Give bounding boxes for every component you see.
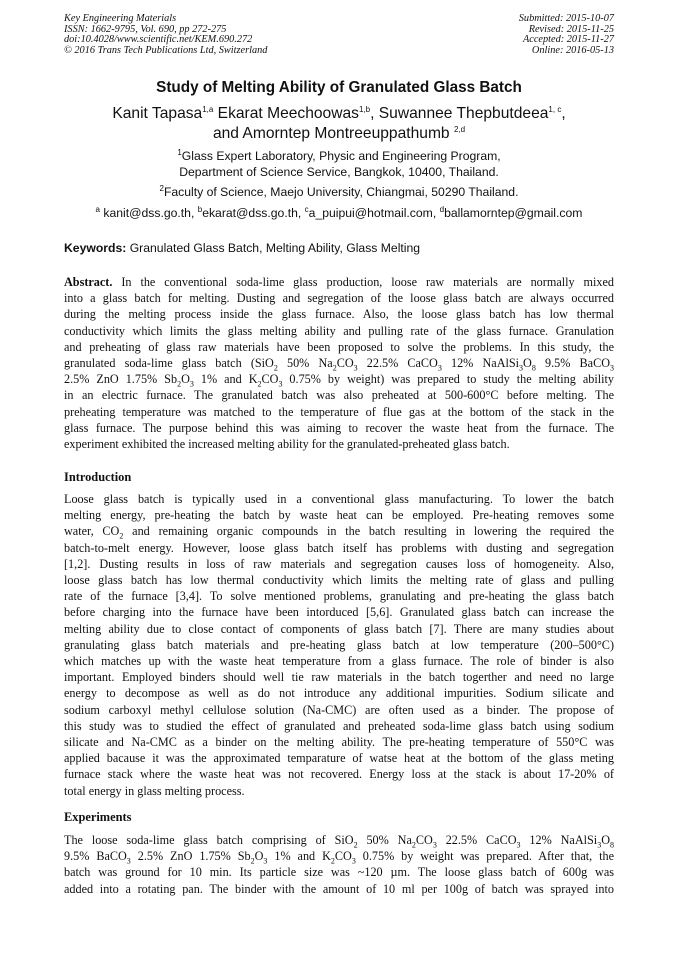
abstract-line: granulated soda-lime glass batch (SiO$_2$ 50% $Na_2CO_3$ 22.5% CaCO$_3$ 12% $NaAlSi_3O_8$ 9.5% BaCO$_3$ xyxy=(64,356,614,373)
experiments-body xyxy=(64,832,614,897)
author-name: Ekarat Meechoowas xyxy=(213,105,359,122)
abstract-line: during the melting process inside the glass furnace. Also, the loose glass batch has low thermal xyxy=(64,307,614,322)
affiliation-mark: 2 xyxy=(159,183,164,193)
paragraph-line: added into a rotating pan. The binder with the amount of 10 ml per 100g of batch was sprayed into xyxy=(64,881,614,896)
abstract-label: Abstract. xyxy=(64,275,113,289)
paragraph-line: total energy in glass melting process. xyxy=(64,783,245,798)
paragraph-line: melting ability due to close contact of components of glass batch [7]. There are many studies about xyxy=(64,621,614,636)
keywords xyxy=(64,241,420,255)
abstract-line: 2.5% ZnO 1.75% $Sb_2O_3$ 1% and $K_2CO_3$ 0.75% by weight) was prepared to study the melting ability xyxy=(64,372,614,389)
author-affiliation-mark: 1,a xyxy=(202,104,214,114)
date-accepted: Accepted: 2015-11-27 xyxy=(522,34,614,46)
keywords-text: Granulated Glass Batch, Melting Ability, Glass Melting xyxy=(126,241,421,255)
date-submitted: Submitted: 2015-10-07 xyxy=(518,13,614,24)
author-line-1: Kanit Tapasa$^{1,a}$ Ekarat Meechoowas$^{1,b}$, Suwannee Thepbutdeea$^{1, c}$, xyxy=(112,104,566,122)
journal-issn: ISSN: 1662-9795, Vol. 690, pp 272-275 xyxy=(64,23,227,35)
author-list xyxy=(0,104,678,143)
keywords-label: Keywords: xyxy=(64,241,127,255)
submission-dates xyxy=(519,14,614,56)
paragraph-line: applied bacause it was the approximated temparature of watse heat at the bottom of the glass meting xyxy=(64,751,614,766)
affiliation-text: Department of Science Service, Bangkok, 10400, Thailand. xyxy=(179,165,499,179)
paragraph-line: [1,2]. Dusting results in loss of raw materials and segregation causes loss of homogeneity. Also, xyxy=(64,556,614,571)
email-link[interactable]: a_puipui@hotmail.com, xyxy=(308,206,440,220)
introduction-body xyxy=(64,491,614,799)
email-link[interactable]: ballamorntep@gmail.com xyxy=(444,206,583,220)
paragraph-line: energy to decompose as well as do not introduce any additional impurities. Sodium silicate and xyxy=(64,686,614,701)
abstract-line: glass furnace. The purpose behind this was aiming to recover the waste heat from the furnace. The xyxy=(64,420,614,435)
paragraph-line: silicate and Na-CMC as a binder on the melting ability. The pre-heating temperature of 550°C was xyxy=(64,735,614,750)
abstract-line: and preheating of glass raw materials have been proposed to solve the problems. In this study, the xyxy=(64,339,614,354)
affiliation-2 xyxy=(0,184,678,200)
paragraph-line: important. Employed binders should well tie raw materials in the batch togerther and need no large xyxy=(64,670,614,685)
section-heading-experiments: Experiments xyxy=(64,810,132,824)
author-name: Kanit Tapasa xyxy=(112,105,203,122)
affiliation-text: Faculty of Science, Maejo University, Chiangmai, 50290 Thailand. xyxy=(163,185,519,199)
affiliation-text: Glass Expert Laboratory, Physic and Engineering Program, xyxy=(181,149,501,163)
abstract-line: into a glass batch for melting. Dusting and segregation of the loose glass batch are always occurred xyxy=(64,291,614,306)
paragraph-line: furnace stack where the waste heat was not recovered. Energy loss at the stack is about 17-20% of xyxy=(64,767,614,782)
paragraph-line: batch-to-melt energy. However, loose glass batch itself has problems with dusting and segregation xyxy=(64,540,614,555)
email-list: $^a$ kanit@dss.go.th, $^b$ekarat@dss.go.th, $^c$a_puipui@hotmail.com, $^d$ballamorntep@gmail.com xyxy=(95,204,583,220)
journal-copyright: © 2016 Trans Tech Publications Ltd, Switzerland xyxy=(64,44,268,56)
section-heading-introduction: Introduction xyxy=(64,470,132,484)
author-name: , Suwannee Thepbutdeea xyxy=(370,105,549,122)
abstract-line: conductivity which limits the glass melting ability and pulling rate of the glass furnace. Granulation xyxy=(64,323,614,338)
affiliation-1 xyxy=(0,148,678,180)
email-link[interactable]: ekarat@dss.go.th, xyxy=(202,206,305,220)
abstract-line: in an electric furnace. The granulated batch was also preheated at 500-600°C before melting. The xyxy=(64,388,614,403)
journal-doi[interactable]: doi:10.4028/www.scientific.net/KEM.690.272 xyxy=(64,34,253,46)
paragraph-line: granulating glass batch materials and pre-heating glass batch at low temperature (200–500°C) xyxy=(64,637,614,652)
paragraph-line: loose glass batch has low thermal conductivity which limits the melting rate of glass and pulling xyxy=(64,573,614,588)
paper-title: Study of Melting Ability of Granulated Glass Batch xyxy=(156,79,522,96)
abstract: Abstract. In the conventional soda-lime glass production, loose raw materials are normally mixed into a glass batch for melting. Dusting and segregation of the loose glass batch are always occurred during the melting process inside the glass furnace. Also, the loose glass batch has low thermal conductivity which limits the glass melting ability and pulling rate of the glass furnace. Granulation and preheating of glass raw materials have been proposed to solve the problems. In this study, the granulated soda-lime glass batch (SiO$_2$ 50% $Na_2CO_3$ 22.5% CaCO$_3$ 12% $NaAlSi_3O_8$ 9.5% BaCO$_3$ 2.5% ZnO 1.75% $Sb_2O_3$ 1% and $K_2CO_3$ 0.75% by weight) was prepared to study the melting ability in an electric furnace. The granulated batch was also preheated at 500-600°C before melting. The preheating temperature was matched to the temperature of flue gas at the bottom of the stack in the glass furnace. The purpose behind this was aiming to recover the waste heat from the furnace. The experiment exhibited the increased melting ability for the granulated-preheated glass batch. xyxy=(64,275,614,452)
paragraph-line: 9.5% BaCO$_3$ 2.5% ZnO 1.75% $Sb_2O_3$ 1% and $K_2CO_3$ 0.75% by weight was prepared. After that, the xyxy=(64,849,614,866)
author-line-2 xyxy=(0,124,678,144)
paragraph-line: melting energy, pre-heating the batch by waste heat can be employed. Pre-heating removes some xyxy=(64,508,614,523)
journal-name: Key Engineering Materials xyxy=(64,13,177,24)
paragraph-line: which matches up with the waste heat temperature from a glass furnace. The role of binder is also xyxy=(64,654,614,669)
paragraph-line: Loose glass batch is typically used in a conventional glass manufacturing. To lower the batch xyxy=(64,492,614,506)
paragraph-line: batch was ground for 10 min. Its particle size was ~120 µm. The loose glass batch of 600g was xyxy=(64,865,614,880)
affiliation-mark: 1 xyxy=(177,147,182,157)
author-affiliation-mark: 2,d xyxy=(453,124,466,134)
paragraph-line: before charging into the furnace have been intorduced [5,6]. Granulated glass batch can increase the xyxy=(64,605,614,620)
email-link[interactable]: kanit@dss.go.th, xyxy=(100,206,198,220)
journal-info xyxy=(64,14,267,56)
paragraph-line: this study was to studied the effect of granulated and preheated soda-lime glass batch using sodium xyxy=(64,718,614,733)
date-revised: Revised: 2015-11-25 xyxy=(528,23,614,35)
author-name: and Amorntep Montreeuppathumb xyxy=(212,124,454,142)
paragraph-line: rate of the furnace [3,4]. To solve mentioned problems, granulating and pre-heating the glass batch xyxy=(64,589,614,604)
date-online: Online: 2016-05-13 xyxy=(531,44,614,56)
paragraph-line: water, $CO_2$ and remaining organic compounds in the batch resulting in lowering the required the xyxy=(64,524,615,541)
paragraph-line: sodium carboxyl methyl cellulose solution (Na-CMC) are often used as a binder. The propose of xyxy=(64,702,614,717)
abstract-line: preheating temperature was matched to the temperature of flue gas at the bottom of the stack in the xyxy=(64,404,614,419)
paragraph-line: The loose soda-lime glass batch comprising of SiO$_2$ 50% $Na_2CO_3$ 22.5% CaCO$_3$ 12% $NaAlSi_3O_8$ xyxy=(64,833,614,850)
author-affiliation-mark: 1,b xyxy=(358,104,371,114)
author-affiliation-mark: 1, c xyxy=(548,104,562,114)
abstract-line: experiment exhibited the increased melting ability for the granulated-preheated glass batch. xyxy=(64,437,510,452)
